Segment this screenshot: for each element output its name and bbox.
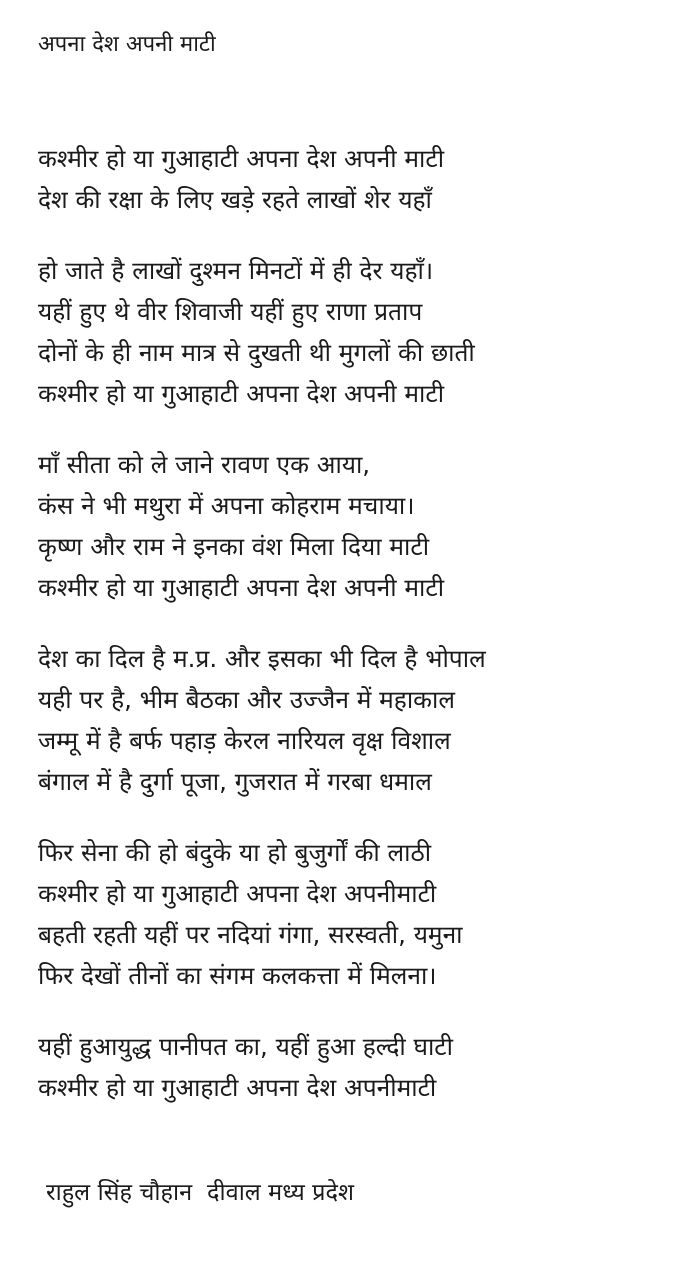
poem-line: माँ सीता को ले जाने रावण एक आया, xyxy=(38,450,371,479)
poem-line: फिर सेना की हो बंदुके या हो बुजुर्गों की लाठी xyxy=(38,838,432,867)
stanza-3 xyxy=(38,444,678,608)
stanza-2 xyxy=(38,250,678,414)
poem-line: बहती रहती यहीं पर नदियां गंगा, सरस्वती, यमुना xyxy=(38,920,463,949)
poem-body xyxy=(38,138,678,1138)
poem-line: यहीं हुए थे वीर शिवाजी यहीं हुए राणा प्रताप xyxy=(38,297,423,326)
author-signature: राहुल सिंह चौहान दीवाल मध्य प्रदेश xyxy=(46,1178,354,1206)
poem-line: यही पर है, भीम बैठका और उज्जैन में महाकाल xyxy=(38,685,455,714)
poem-line: कश्मीर हो या गुआहाटी अपना देश अपनीमाटी xyxy=(38,879,437,908)
poem-line: कंस ने भी मथुरा में अपना कोहराम मचाया। xyxy=(38,491,415,520)
poem-line: देश का दिल है म.प्र. और इसका भी दिल है भोपाल xyxy=(38,644,486,673)
poem-line: जम्मू में है बर्फ पहाड़ केरल नारियल वृक्ष विशाल xyxy=(38,726,451,755)
poem-line: कश्मीर हो या गुआहाटी अपना देश अपनी माटी xyxy=(38,144,445,173)
poem-line: यहीं हुआयुद्ध पानीपत का, यहीं हुआ हल्दी घाटी xyxy=(38,1032,454,1061)
poem-line: फिर देखों तीनों का संगम कलकत्ता में मिलना। xyxy=(38,961,437,990)
poem-line: कश्मीर हो या गुआहाटी अपना देश अपनी माटी xyxy=(38,379,445,408)
poem-line: दोनों के ही नाम मात्र से दुखती थी मुगलों की छाती xyxy=(38,338,475,367)
poem-line: कश्मीर हो या गुआहाटी अपना देश अपनीमाटी xyxy=(38,1073,437,1102)
poem-line: कश्मीर हो या गुआहाटी अपना देश अपनी माटी xyxy=(38,573,445,602)
poem-line: देश की रक्षा के लिए खड़े रहते लाखों शेर यहाँ xyxy=(38,185,432,214)
poem-line: हो जाते है लाखों दुश्मन मिनटों में ही देर यहाँ। xyxy=(38,256,434,285)
stanza-1 xyxy=(38,138,678,220)
poem-line: बंगाल में है दुर्गा पूजा, गुजरात में गरबा धमाल xyxy=(38,767,432,796)
stanza-6 xyxy=(38,1026,678,1108)
poem-line: कृष्ण और राम ने इनका वंश मिला दिया माटी xyxy=(38,532,430,561)
stanza-5 xyxy=(38,832,678,996)
poem-title: अपना देश अपनी माटी xyxy=(38,32,216,57)
stanza-4 xyxy=(38,638,678,802)
